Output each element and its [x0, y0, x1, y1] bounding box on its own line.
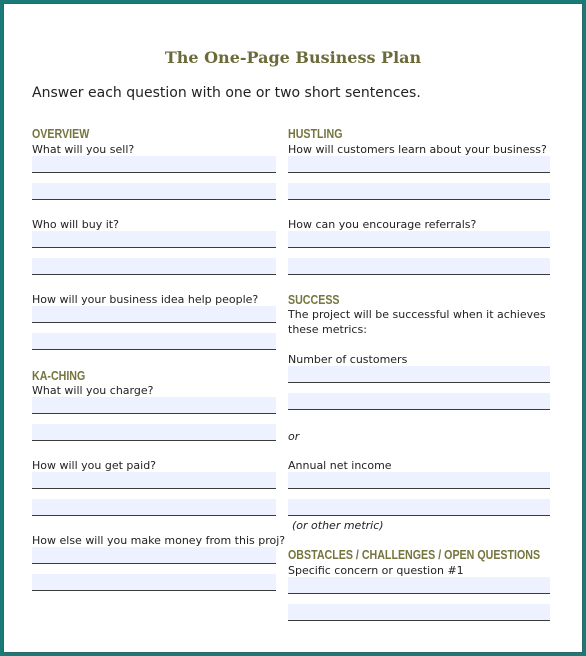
question-referrals: How can you encourage referrals? — [288, 218, 477, 231]
answer-field-customers-1[interactable] — [288, 366, 550, 383]
answer-field-other-money-1[interactable] — [32, 547, 276, 564]
answer-field-concern-2[interactable] — [288, 604, 550, 621]
success-description-line-2: these metrics: — [288, 323, 367, 336]
heading-ka-ching: KA-CHING — [32, 368, 86, 383]
answer-field-get-paid-2[interactable] — [32, 499, 276, 516]
worksheet-page — [3, 3, 583, 653]
heading-overview: OVERVIEW — [32, 126, 90, 141]
question-who-buy: Who will buy it? — [32, 218, 119, 231]
heading-obstacles: OBSTACLES / CHALLENGES / OPEN QUESTIONS — [288, 547, 541, 562]
metric-number-customers: Number of customers — [288, 353, 408, 366]
answer-field-who-buy-1[interactable] — [32, 231, 276, 248]
answer-field-customers-2[interactable] — [288, 393, 550, 410]
question-customers-learn: How will customers learn about your business? — [288, 143, 547, 156]
answer-field-referrals-1[interactable] — [288, 231, 550, 248]
question-charge: What will you charge? — [32, 384, 154, 397]
success-description-line-1: The project will be successful when it achieves — [288, 308, 546, 321]
answer-field-what-sell-1[interactable] — [32, 156, 276, 173]
answer-field-customers-learn-2[interactable] — [288, 183, 550, 200]
or-label: or — [288, 430, 300, 443]
answer-field-get-paid-1[interactable] — [32, 472, 276, 489]
page-title: The One-Page Business Plan — [164, 48, 422, 67]
answer-field-help-people-2[interactable] — [32, 333, 276, 350]
question-concern-1: Specific concern or question #1 — [288, 564, 464, 577]
question-what-sell: What will you sell? — [32, 143, 135, 156]
question-get-paid: How will you get paid? — [32, 459, 157, 472]
metric-annual-net-income: Annual net income — [288, 459, 392, 472]
heading-success: SUCCESS — [288, 292, 340, 307]
answer-field-charge-2[interactable] — [32, 424, 276, 441]
answer-field-what-sell-2[interactable] — [32, 183, 276, 200]
answer-field-concern-1[interactable] — [288, 577, 550, 594]
heading-hustling: HUSTLING — [288, 126, 343, 141]
answer-field-income-1[interactable] — [288, 472, 550, 489]
answer-field-who-buy-2[interactable] — [32, 258, 276, 275]
question-other-money: How else will you make money from this proj? — [32, 534, 286, 547]
other-metric-label: (or other metric) — [292, 519, 384, 532]
answer-field-help-people-1[interactable] — [32, 306, 276, 323]
answer-field-income-2[interactable] — [288, 499, 550, 516]
question-help-people: How will your business idea help people? — [32, 293, 259, 306]
answer-field-customers-learn-1[interactable] — [288, 156, 550, 173]
answer-field-charge-1[interactable] — [32, 397, 276, 414]
instructions: Answer each question with one or two short sentences. — [32, 85, 421, 101]
answer-field-referrals-2[interactable] — [288, 258, 550, 275]
answer-field-other-money-2[interactable] — [32, 574, 276, 591]
